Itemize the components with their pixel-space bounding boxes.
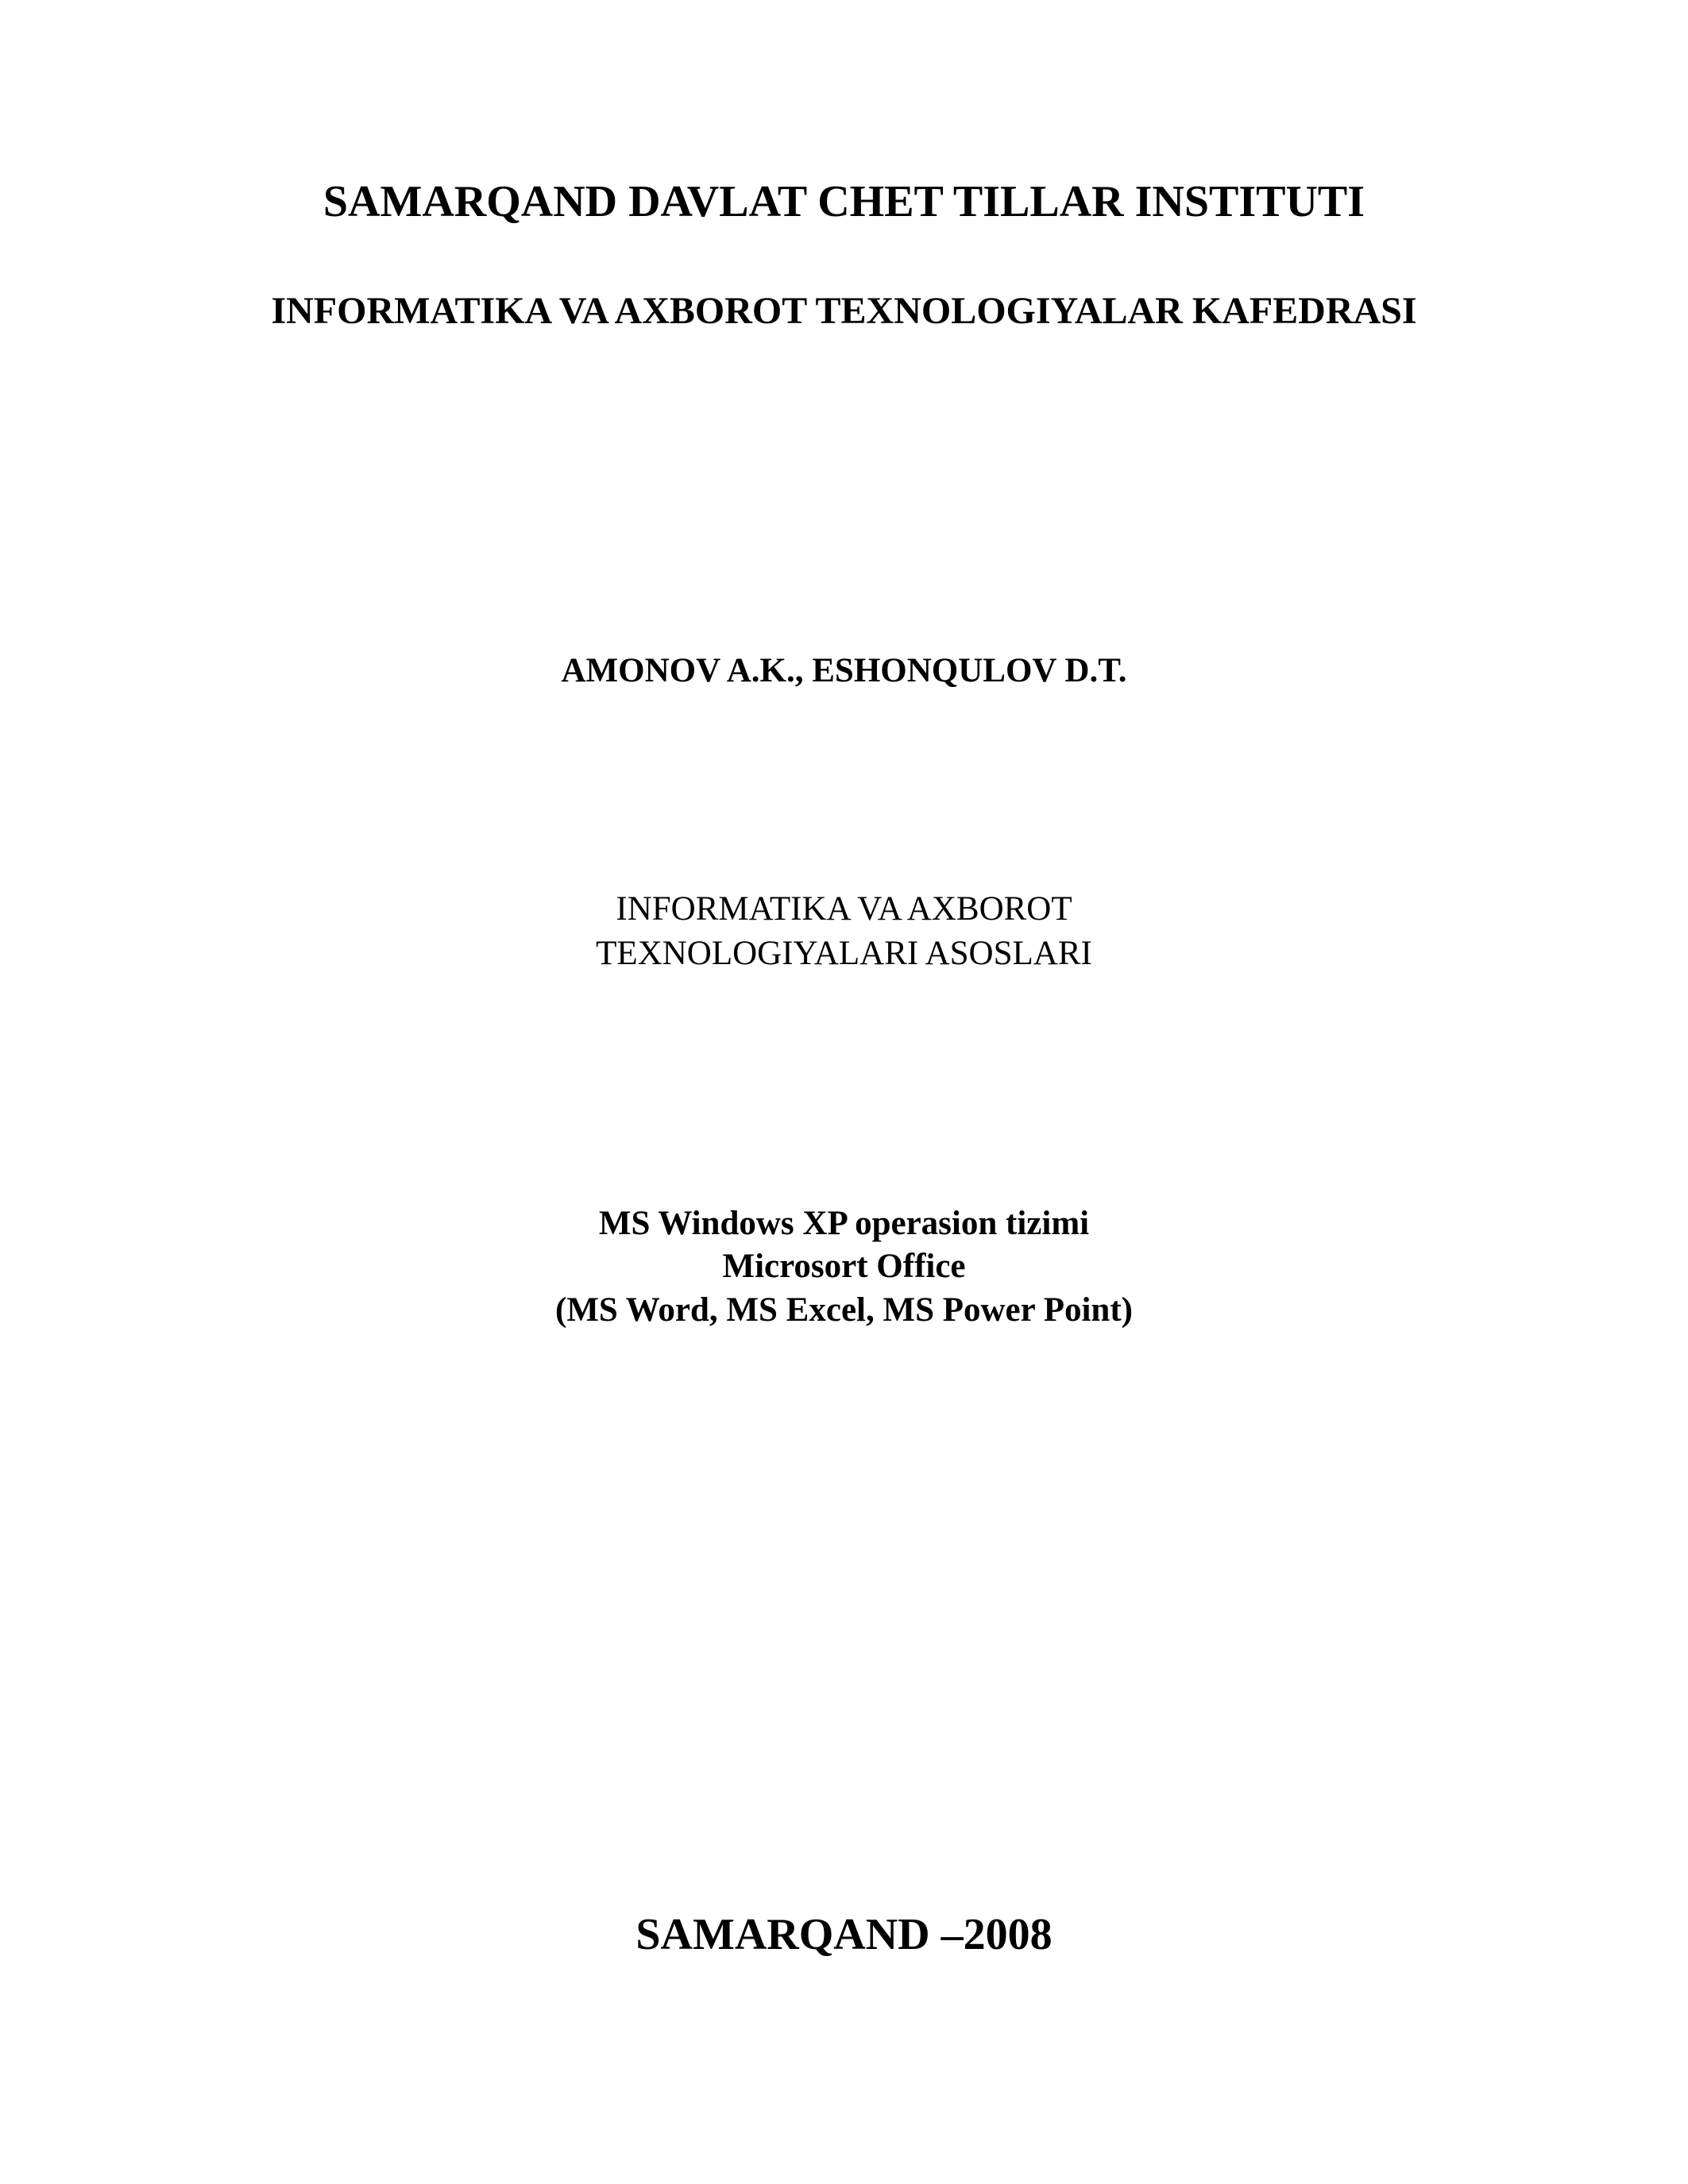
topic-line-3: (MS Word, MS Excel, MS Power Point) <box>555 1291 1133 1329</box>
authors: AMONOV A.K., ESHONQULOV D.T. <box>561 652 1127 689</box>
department-title: INFORMATIKA VA AXBOROT TEXNOLOGIYALAR KAFEDRASI <box>271 290 1417 332</box>
topic-line-2: Microsort Office <box>722 1248 966 1285</box>
institute-title: SAMARQAND DAVLAT CHET TILLAR INSTITUTI <box>323 177 1365 226</box>
topic-line-1: MS Windows XP operasion tizimi <box>598 1205 1090 1242</box>
book-title-line-1: INFORMATIKA VA AXBOROT <box>616 890 1072 928</box>
city-year: SAMARQAND –2008 <box>635 1910 1053 1959</box>
book-title-line-2: TEXNOLOGIYALARI ASOSLARI <box>596 935 1092 972</box>
